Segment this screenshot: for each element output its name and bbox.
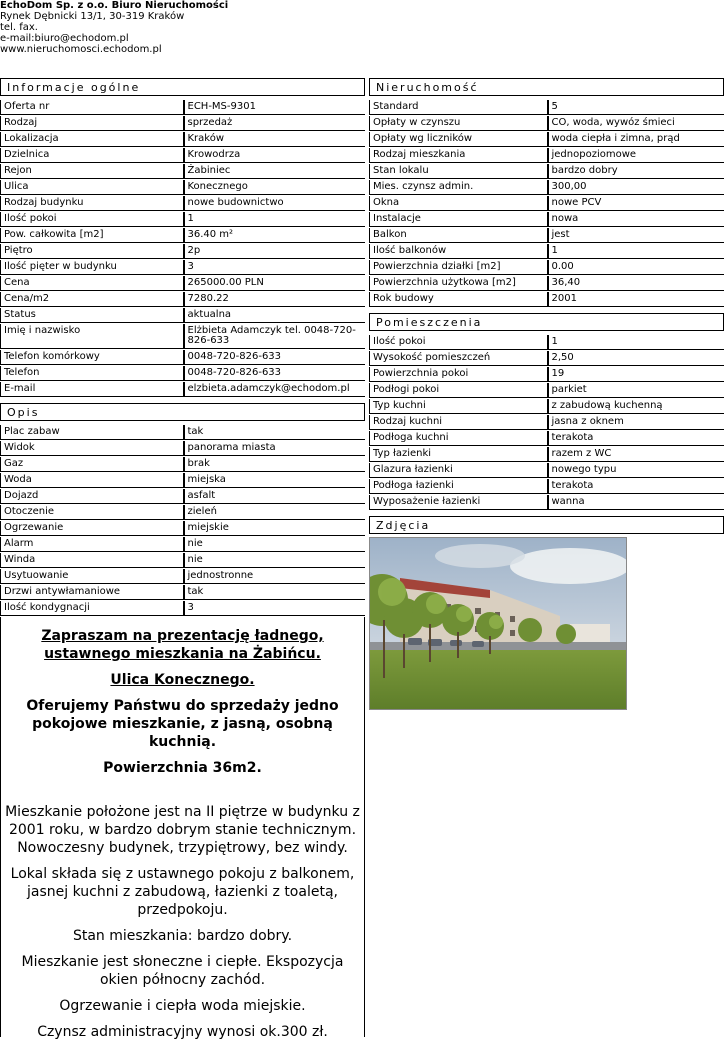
field-label: Imię i nazwisko: [0, 324, 183, 349]
property-photo-image: [370, 538, 626, 709]
table-row: [369, 212, 724, 227]
field-value: 1: [183, 212, 366, 227]
general-info-table: [0, 99, 365, 398]
table-row: [369, 367, 724, 382]
field-value: 3: [183, 260, 366, 275]
field-value: ECH-MS-9301: [183, 100, 366, 115]
table-row: [369, 479, 724, 494]
field-value: parkiet: [547, 383, 724, 398]
field-value: Żabiniec: [183, 164, 366, 179]
field-label: Mies. czynsz admin.: [369, 180, 547, 195]
table-row: [0, 489, 365, 504]
field-value: 300,00: [547, 180, 724, 195]
company-website: www.nieruchomosci.echodom.pl: [0, 44, 228, 55]
field-value: 1: [547, 244, 724, 259]
table-row: [369, 180, 724, 195]
description-paragraph: Mieszkanie położone jest na II piętrze w budynku z 2001 roku, w bardzo dobrym stanie technicznym. Nowoczesny budynek, trzypiętrowy, bez windy.: [1, 803, 364, 857]
field-value: 5: [547, 100, 724, 115]
table-row: [369, 415, 724, 430]
company-address: Rynek Dębnicki 13/1, 30-319 Kraków: [0, 11, 228, 22]
table-row: [369, 495, 724, 510]
table-row: [0, 132, 365, 147]
field-label: Cena: [0, 276, 183, 291]
table-row: [369, 148, 724, 163]
field-label: Powierzchnia działki [m2]: [369, 260, 547, 275]
table-row: [0, 196, 365, 211]
description-heading: Opis: [0, 403, 365, 421]
field-label: Oferta nr: [0, 100, 183, 115]
field-label: Ilość pokoi: [0, 212, 183, 227]
field-value: jest: [547, 228, 724, 243]
table-row: [0, 292, 365, 307]
field-value: nowe budownictwo: [183, 196, 366, 211]
company-phone-fax: tel. fax.: [0, 22, 228, 33]
field-value: 1: [547, 335, 724, 350]
field-value: aktualna: [183, 308, 366, 323]
rooms-table: [369, 334, 724, 511]
field-label: Ilość kondygnacji: [0, 601, 183, 616]
table-row: [0, 521, 365, 536]
field-label: Ilość pokoi: [369, 335, 547, 350]
field-label: Wyposażenie łazienki: [369, 495, 547, 510]
field-value: tak: [183, 425, 366, 440]
field-value: Krowodrza: [183, 148, 366, 163]
table-row: [369, 463, 724, 478]
description-paragraph: Czynsz administracyjny wynosi ok.300 zł.: [1, 1023, 364, 1041]
field-value: z zabudową kuchenną: [547, 399, 724, 414]
table-row: [369, 164, 724, 179]
company-name: EchoDom Sp. z o.o. Biuro Nieruchomości: [0, 0, 228, 11]
field-value: 36,40: [547, 276, 724, 291]
field-value: Elżbieta Adamczyk tel. 0048-720-826-633: [183, 324, 366, 349]
field-label: Ogrzewanie: [0, 521, 183, 536]
table-row: [0, 212, 365, 227]
field-value: nowego typu: [547, 463, 724, 478]
description-features-table: [0, 424, 365, 617]
field-label: Okna: [369, 196, 547, 211]
field-label: Otoczenie: [0, 505, 183, 520]
field-label: Typ łazienki: [369, 447, 547, 462]
field-value: 7280.22: [183, 292, 366, 307]
table-row: [369, 335, 724, 350]
table-row: [369, 351, 724, 366]
field-label: Alarm: [0, 537, 183, 552]
field-value: tak: [183, 585, 366, 600]
field-label: Opłaty wg liczników: [369, 132, 547, 147]
right-column: [369, 78, 724, 710]
field-value: zieleń: [183, 505, 366, 520]
offer-description: [0, 617, 365, 1037]
table-row: [0, 244, 365, 259]
field-label: Powierzchnia użytkowa [m2]: [369, 276, 547, 291]
property-table: [369, 99, 724, 308]
table-row: [369, 383, 724, 398]
left-column: [0, 78, 365, 1037]
field-label: Lokalizacja: [0, 132, 183, 147]
field-label: Rodzaj mieszkania: [369, 148, 547, 163]
description-paragraph: Lokal składa się z ustawnego pokoju z balkonem, jasnej kuchni z zabudową, łazienki z toaletą, przedpokoju.: [1, 865, 364, 919]
table-row: [0, 350, 365, 365]
description-street: Ulica Konecznego.: [1, 671, 364, 689]
field-label: Balkon: [369, 228, 547, 243]
table-row: [0, 585, 365, 600]
field-label: Rodzaj budynku: [0, 196, 183, 211]
field-value: miejska: [183, 473, 366, 488]
table-row: [0, 164, 365, 179]
description-paragraph: Mieszkanie jest słoneczne i ciepłe. Ekspozycja okien północny zachód.: [1, 953, 364, 989]
field-label: Rodzaj: [0, 116, 183, 131]
field-label: Podłoga łazienki: [369, 479, 547, 494]
field-value: Kraków: [183, 132, 366, 147]
field-value: 19: [547, 367, 724, 382]
field-label: Pow. całkowita [m2]: [0, 228, 183, 243]
field-value: jednopoziomowe: [547, 148, 724, 163]
field-value: panorama miasta: [183, 441, 366, 456]
field-value: CO, woda, wywóz śmieci: [547, 116, 724, 131]
table-row: [0, 457, 365, 472]
table-row: [0, 228, 365, 243]
field-label: Instalacje: [369, 212, 547, 227]
field-value: jednostronne: [183, 569, 366, 584]
table-row: [369, 196, 724, 211]
table-row: [0, 569, 365, 584]
field-value: 265000.00 PLN: [183, 276, 366, 291]
field-value: terakota: [547, 479, 724, 494]
field-label: Widok: [0, 441, 183, 456]
agency-header: [0, 0, 228, 55]
field-value: jasna z oknem: [547, 415, 724, 430]
field-label: Stan lokalu: [369, 164, 547, 179]
field-label: Glazura łazienki: [369, 463, 547, 478]
field-label: Telefon: [0, 366, 183, 381]
table-row: [369, 116, 724, 131]
field-value: brak: [183, 457, 366, 472]
field-value: 36.40 m²: [183, 228, 366, 243]
field-value: sprzedaż: [183, 116, 366, 131]
table-row: [0, 116, 365, 131]
field-label: Woda: [0, 473, 183, 488]
field-label: Powierzchnia pokoi: [369, 367, 547, 382]
field-label: Status: [0, 308, 183, 323]
field-label: Standard: [369, 100, 547, 115]
field-value: 0.00: [547, 260, 724, 275]
description-area: Powierzchnia 36m2.: [1, 759, 364, 777]
table-row: [369, 276, 724, 291]
table-row: [0, 601, 365, 616]
field-label: Wysokość pomieszczeń: [369, 351, 547, 366]
table-row: [369, 228, 724, 243]
field-label: Gaz: [0, 457, 183, 472]
field-value: nie: [183, 553, 366, 568]
field-value: wanna: [547, 495, 724, 510]
table-row: [369, 100, 724, 115]
table-row: [0, 382, 365, 397]
field-label: Rejon: [0, 164, 183, 179]
table-row: [0, 324, 365, 349]
field-value: miejskie: [183, 521, 366, 536]
field-label: Ilość balkonów: [369, 244, 547, 259]
field-label: Rodzaj kuchni: [369, 415, 547, 430]
table-row: [0, 366, 365, 381]
field-label: Winda: [0, 553, 183, 568]
field-label: Ilość pięter w budynku: [0, 260, 183, 275]
table-row: [0, 148, 365, 163]
field-value: woda ciepła i zimna, prąd: [547, 132, 724, 147]
field-value: Konecznego: [183, 180, 366, 195]
table-row: [0, 441, 365, 456]
field-value: bardzo dobry: [547, 164, 724, 179]
table-row: [369, 132, 724, 147]
description-paragraph: Stan mieszkania: bardzo dobry.: [1, 927, 364, 945]
field-label: Rok budowy: [369, 292, 547, 307]
field-value: 2,50: [547, 351, 724, 366]
description-paragraph: Ogrzewanie i ciepła woda miejskie.: [1, 997, 364, 1015]
description-offer: Oferujemy Państwu do sprzedaży jedno pokojowe mieszkanie, z jasną, osobną kuchnią.: [1, 697, 364, 751]
field-label: Typ kuchni: [369, 399, 547, 414]
field-value: 0048-720-826-633: [183, 366, 366, 381]
field-label: Drzwi antywłamaniowe: [0, 585, 183, 600]
table-row: [0, 276, 365, 291]
property-photo: [369, 537, 627, 710]
general-info-heading: Informacje ogólne: [0, 78, 365, 96]
field-value: razem z WC: [547, 447, 724, 462]
table-row: [0, 537, 365, 552]
field-label: Cena/m2: [0, 292, 183, 307]
table-row: [0, 425, 365, 440]
field-label: Plac zabaw: [0, 425, 183, 440]
field-value: 0048-720-826-633: [183, 350, 366, 365]
field-label: Telefon komórkowy: [0, 350, 183, 365]
field-value: 3: [183, 601, 366, 616]
table-row: [0, 260, 365, 275]
description-headline: Zapraszam na prezentację ładnego, ustawnego mieszkania na Żabińcu.: [1, 627, 364, 663]
table-row: [0, 100, 365, 115]
field-value: nowa: [547, 212, 724, 227]
table-row: [369, 244, 724, 259]
table-row: [369, 431, 724, 446]
field-label: Opłaty w czynszu: [369, 116, 547, 131]
field-value: elzbieta.adamczyk@echodom.pl: [183, 382, 366, 397]
company-email: e-mail:biuro@echodom.pl: [0, 33, 228, 44]
table-row: [369, 399, 724, 414]
field-value: 2001: [547, 292, 724, 307]
field-value: nowe PCV: [547, 196, 724, 211]
field-value: nie: [183, 537, 366, 552]
field-value: 2p: [183, 244, 366, 259]
field-label: Podłoga kuchni: [369, 431, 547, 446]
table-row: [369, 292, 724, 307]
table-row: [369, 447, 724, 462]
field-label: Dojazd: [0, 489, 183, 504]
property-heading: Nieruchomość: [369, 78, 724, 96]
photos-heading: Zdjęcia: [369, 516, 724, 534]
field-value: terakota: [547, 431, 724, 446]
field-label: Dzielnica: [0, 148, 183, 163]
table-row: [0, 180, 365, 195]
field-label: E-mail: [0, 382, 183, 397]
field-label: Usytuowanie: [0, 569, 183, 584]
table-row: [0, 308, 365, 323]
field-label: Piętro: [0, 244, 183, 259]
rooms-heading: Pomieszczenia: [369, 313, 724, 331]
table-row: [0, 505, 365, 520]
field-label: Podłogi pokoi: [369, 383, 547, 398]
field-label: Ulica: [0, 180, 183, 195]
field-value: asfalt: [183, 489, 366, 504]
table-row: [0, 473, 365, 488]
table-row: [369, 260, 724, 275]
table-row: [0, 553, 365, 568]
